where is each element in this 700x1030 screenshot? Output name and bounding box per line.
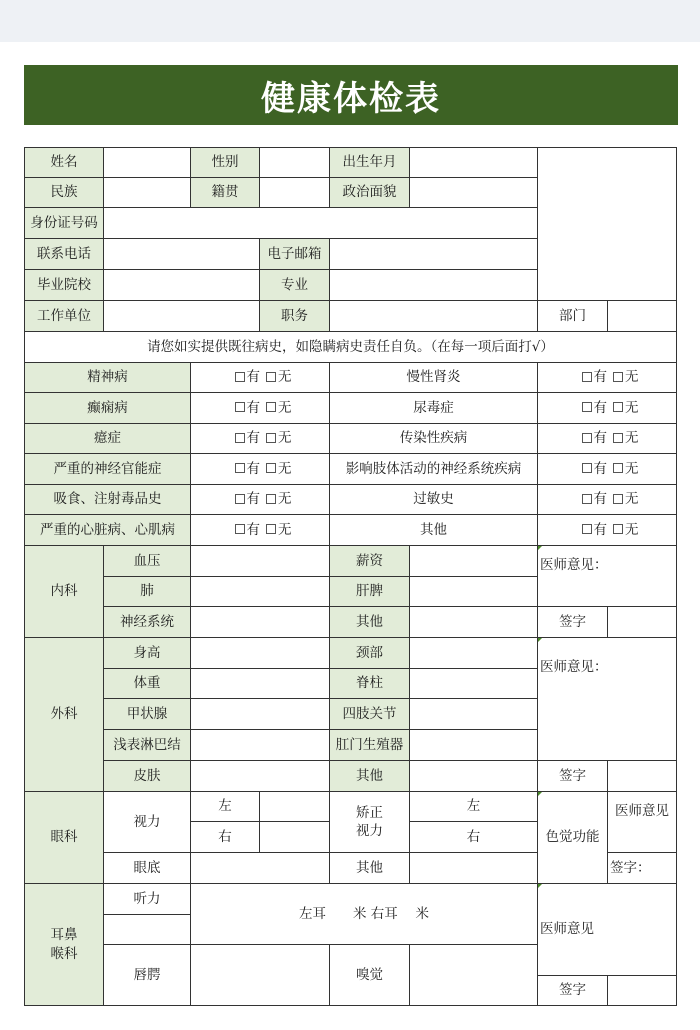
checkbox-icon[interactable] bbox=[235, 463, 245, 473]
section-eye: 眼科 bbox=[24, 791, 104, 884]
history-item: 癔症 bbox=[24, 423, 191, 454]
history-check[interactable] bbox=[190, 392, 330, 424]
label-political: 政治面貌 bbox=[329, 177, 410, 208]
sign-label: 签字 bbox=[537, 760, 608, 792]
sign-label: 签字 bbox=[537, 975, 608, 1006]
checkbox-icon[interactable] bbox=[266, 463, 276, 473]
checkbox-icon[interactable] bbox=[613, 372, 623, 382]
right-label: 右 bbox=[190, 821, 260, 853]
left-label: 左 bbox=[409, 791, 538, 822]
right-label: 右 bbox=[409, 821, 538, 853]
native-field[interactable] bbox=[259, 177, 330, 208]
exam-field[interactable] bbox=[190, 576, 330, 607]
political-field[interactable] bbox=[409, 177, 538, 208]
history-check[interactable] bbox=[537, 362, 677, 393]
hearing-extra-field[interactable] bbox=[103, 914, 191, 945]
exam-label: 身高 bbox=[103, 637, 191, 669]
exam-field[interactable] bbox=[409, 545, 538, 577]
history-check[interactable] bbox=[537, 392, 677, 424]
checkbox-no[interactable] bbox=[260, 460, 292, 478]
checkbox-icon[interactable] bbox=[266, 494, 276, 504]
checkbox-icon[interactable] bbox=[235, 524, 245, 534]
exam-label: 肝脾 bbox=[329, 576, 410, 607]
checkbox-icon[interactable] bbox=[582, 494, 592, 504]
label-employer: 工作单位 bbox=[24, 300, 104, 332]
label-dept: 部门 bbox=[537, 300, 608, 332]
exam-label: 脊柱 bbox=[329, 668, 410, 699]
history-check[interactable] bbox=[537, 484, 677, 515]
checkbox-yes[interactable] bbox=[576, 460, 608, 478]
doctor-opinion: 医师意见： bbox=[537, 637, 677, 761]
checkbox-icon[interactable] bbox=[613, 494, 623, 504]
history-check[interactable] bbox=[190, 423, 330, 454]
history-item: 严重的心脏病、心肌病 bbox=[24, 514, 191, 546]
exam-field[interactable] bbox=[409, 637, 538, 669]
email-field[interactable] bbox=[329, 238, 538, 270]
checkbox-icon[interactable] bbox=[582, 402, 592, 412]
smell-field[interactable] bbox=[409, 944, 538, 1006]
option-yes-label: 有 bbox=[246, 521, 260, 538]
dept-field[interactable] bbox=[607, 300, 677, 332]
checkbox-yes[interactable] bbox=[229, 490, 261, 508]
label-ethnic: 民族 bbox=[24, 177, 104, 208]
checkbox-yes[interactable] bbox=[576, 368, 608, 386]
checkbox-no[interactable] bbox=[607, 460, 639, 478]
exam-field[interactable] bbox=[190, 637, 330, 669]
doctor-opinion: 医师意见 bbox=[537, 883, 677, 976]
section-surgery: 外科 bbox=[24, 637, 104, 792]
exam-field[interactable] bbox=[190, 760, 330, 792]
label-phone: 联系电话 bbox=[24, 238, 104, 270]
notice-text: 请您如实提供既往病史，如隐瞒病史责任自负。（在每一项后面打√） bbox=[24, 331, 677, 363]
history-check[interactable] bbox=[537, 453, 677, 485]
checkbox-icon[interactable] bbox=[266, 524, 276, 534]
vision-left-field[interactable] bbox=[259, 791, 330, 822]
exam-field[interactable] bbox=[190, 698, 330, 730]
gender-field[interactable] bbox=[259, 147, 330, 178]
checkbox-no[interactable] bbox=[607, 429, 639, 447]
label-name: 姓名 bbox=[24, 147, 104, 178]
color-vision-label: 色觉功能 bbox=[537, 791, 608, 884]
checkbox-icon[interactable] bbox=[613, 433, 623, 443]
option-yes-label: 有 bbox=[246, 491, 260, 508]
position-field[interactable] bbox=[329, 300, 538, 332]
sign-label: 签字： bbox=[607, 852, 677, 884]
history-check[interactable] bbox=[190, 514, 330, 546]
label-idcard: 身份证号码 bbox=[24, 207, 104, 239]
option-yes-label: 有 bbox=[246, 399, 260, 416]
school-field[interactable] bbox=[103, 269, 260, 301]
checkbox-icon[interactable] bbox=[235, 494, 245, 504]
fundus-label: 眼底 bbox=[103, 852, 191, 884]
exam-label: 甲状腺 bbox=[103, 698, 191, 730]
option-no-label: 无 bbox=[625, 399, 639, 416]
option-no-label: 无 bbox=[278, 369, 292, 386]
checkbox-no[interactable] bbox=[260, 490, 292, 508]
lip-field[interactable] bbox=[190, 944, 330, 1006]
sign-field[interactable] bbox=[607, 975, 677, 1006]
exam-field[interactable] bbox=[190, 606, 330, 638]
exam-label: 四肢关节 bbox=[329, 698, 410, 730]
checkbox-yes[interactable] bbox=[576, 429, 608, 447]
checkbox-yes[interactable] bbox=[576, 490, 608, 508]
section-ent: 耳鼻 喉科 bbox=[24, 883, 104, 1006]
vision-right-field[interactable] bbox=[259, 821, 330, 853]
exam-label: 血压 bbox=[103, 545, 191, 577]
checkbox-icon[interactable] bbox=[613, 524, 623, 534]
checkbox-no[interactable] bbox=[260, 399, 292, 417]
fundus-field[interactable] bbox=[190, 852, 330, 884]
checkbox-no[interactable] bbox=[607, 490, 639, 508]
option-no-label: 无 bbox=[278, 430, 292, 447]
ethnic-field[interactable] bbox=[103, 177, 191, 208]
option-no-label: 无 bbox=[625, 369, 639, 386]
checkbox-icon[interactable] bbox=[582, 463, 592, 473]
option-yes-label: 有 bbox=[593, 399, 607, 416]
history-item: 精神病 bbox=[24, 362, 191, 393]
exam-field[interactable] bbox=[190, 545, 330, 577]
label-major: 专业 bbox=[259, 269, 330, 301]
history-item: 传染性疾病 bbox=[329, 423, 538, 454]
sign-label: 签字 bbox=[537, 606, 608, 638]
checkbox-yes[interactable] bbox=[229, 368, 261, 386]
exam-field[interactable] bbox=[190, 729, 330, 761]
history-item: 严重的神经官能症 bbox=[24, 453, 191, 485]
checkbox-icon[interactable] bbox=[235, 402, 245, 412]
exam-field[interactable] bbox=[409, 698, 538, 730]
history-item: 过敏史 bbox=[329, 484, 538, 515]
label-native: 籍贯 bbox=[190, 177, 260, 208]
checkbox-no[interactable] bbox=[607, 368, 639, 386]
smell-label: 嗅觉 bbox=[329, 944, 410, 1006]
other-field[interactable] bbox=[409, 852, 538, 884]
option-no-label: 无 bbox=[278, 460, 292, 477]
option-no-label: 无 bbox=[625, 521, 639, 538]
checkbox-icon[interactable] bbox=[266, 433, 276, 443]
name-field[interactable] bbox=[103, 147, 191, 178]
checkbox-icon[interactable] bbox=[613, 463, 623, 473]
option-yes-label: 有 bbox=[246, 430, 260, 447]
option-no-label: 无 bbox=[278, 491, 292, 508]
option-no-label: 无 bbox=[278, 399, 292, 416]
exam-label: 皮肤 bbox=[103, 760, 191, 792]
exam-label: 薪资 bbox=[329, 545, 410, 577]
sign-field[interactable] bbox=[607, 606, 677, 638]
section-internal: 内科 bbox=[24, 545, 104, 638]
option-yes-label: 有 bbox=[593, 369, 607, 386]
checkbox-no[interactable] bbox=[260, 521, 292, 539]
checkbox-no[interactable] bbox=[607, 521, 639, 539]
checkbox-icon[interactable] bbox=[613, 402, 623, 412]
corrected-vision-label: 矫正 视力 bbox=[329, 791, 410, 853]
history-check[interactable] bbox=[537, 514, 677, 546]
label-gender: 性别 bbox=[190, 147, 260, 178]
exam-label: 体重 bbox=[103, 668, 191, 699]
history-item: 癫痫病 bbox=[24, 392, 191, 424]
idcard-field[interactable] bbox=[103, 207, 538, 239]
major-field[interactable] bbox=[329, 269, 538, 301]
exam-label: 其他 bbox=[329, 606, 410, 638]
label-email: 电子邮箱 bbox=[259, 238, 330, 270]
exam-field[interactable] bbox=[409, 729, 538, 761]
label-birth: 出生年月 bbox=[329, 147, 410, 178]
checkbox-icon[interactable] bbox=[235, 372, 245, 382]
checkbox-icon[interactable] bbox=[266, 372, 276, 382]
exam-label: 肺 bbox=[103, 576, 191, 607]
history-item: 影响肢体活动的神经系统疾病 bbox=[329, 453, 538, 485]
checkbox-icon[interactable] bbox=[266, 402, 276, 412]
checkbox-yes[interactable] bbox=[576, 399, 608, 417]
exam-field[interactable] bbox=[190, 668, 330, 699]
checkbox-yes[interactable] bbox=[229, 399, 261, 417]
history-item: 尿毒症 bbox=[329, 392, 538, 424]
checkbox-icon[interactable] bbox=[582, 372, 592, 382]
left-label: 左 bbox=[190, 791, 260, 822]
hearing-value: 左耳 米 右耳 米 bbox=[190, 883, 538, 945]
exam-field[interactable] bbox=[409, 668, 538, 699]
history-check[interactable] bbox=[190, 362, 330, 393]
history-item: 慢性肾炎 bbox=[329, 362, 538, 393]
option-no-label: 无 bbox=[625, 491, 639, 508]
exam-label: 肛门生殖器 bbox=[329, 729, 410, 761]
option-no-label: 无 bbox=[625, 460, 639, 477]
history-item: 其他 bbox=[329, 514, 538, 546]
option-yes-label: 有 bbox=[593, 491, 607, 508]
checkbox-no[interactable] bbox=[260, 368, 292, 386]
checkbox-yes[interactable] bbox=[229, 521, 261, 539]
vision-label: 视力 bbox=[103, 791, 191, 853]
option-no-label: 无 bbox=[278, 521, 292, 538]
option-yes-label: 有 bbox=[593, 460, 607, 477]
option-yes-label: 有 bbox=[593, 430, 607, 447]
exam-field[interactable] bbox=[409, 576, 538, 607]
history-check[interactable] bbox=[190, 484, 330, 515]
checkbox-yes[interactable] bbox=[229, 429, 261, 447]
label-position: 职务 bbox=[259, 300, 330, 332]
history-item: 吸食、注射毒品史 bbox=[24, 484, 191, 515]
photo-box[interactable] bbox=[537, 147, 677, 301]
option-yes-label: 有 bbox=[246, 460, 260, 477]
phone-field[interactable] bbox=[103, 238, 260, 270]
form-title: 健康体检表 bbox=[24, 65, 678, 125]
history-check[interactable] bbox=[537, 423, 677, 454]
exam-field[interactable] bbox=[409, 760, 538, 792]
exam-label: 浅表淋巴结 bbox=[103, 729, 191, 761]
checkbox-yes[interactable] bbox=[229, 460, 261, 478]
sign-field[interactable] bbox=[607, 760, 677, 792]
exam-label: 其他 bbox=[329, 760, 410, 792]
checkbox-icon[interactable] bbox=[582, 524, 592, 534]
label-school: 毕业院校 bbox=[24, 269, 104, 301]
lip-label: 唇腭 bbox=[103, 944, 191, 1006]
doctor-opinion: 医师意见： bbox=[537, 545, 677, 607]
hearing-label: 听力 bbox=[103, 883, 191, 915]
exam-label: 神经系统 bbox=[103, 606, 191, 638]
exam-label: 颈部 bbox=[329, 637, 410, 669]
option-no-label: 无 bbox=[625, 430, 639, 447]
history-check[interactable] bbox=[190, 453, 330, 485]
checkbox-no[interactable] bbox=[260, 429, 292, 447]
checkbox-no[interactable] bbox=[607, 399, 639, 417]
option-yes-label: 有 bbox=[246, 369, 260, 386]
checkbox-icon[interactable] bbox=[582, 433, 592, 443]
employer-field[interactable] bbox=[103, 300, 260, 332]
checkbox-yes[interactable] bbox=[576, 521, 608, 539]
other-label: 其他 bbox=[329, 852, 410, 884]
exam-field[interactable] bbox=[409, 606, 538, 638]
checkbox-icon[interactable] bbox=[235, 433, 245, 443]
doctor-opinion: 医师意见 bbox=[607, 791, 677, 853]
birth-field[interactable] bbox=[409, 147, 538, 178]
option-yes-label: 有 bbox=[593, 521, 607, 538]
